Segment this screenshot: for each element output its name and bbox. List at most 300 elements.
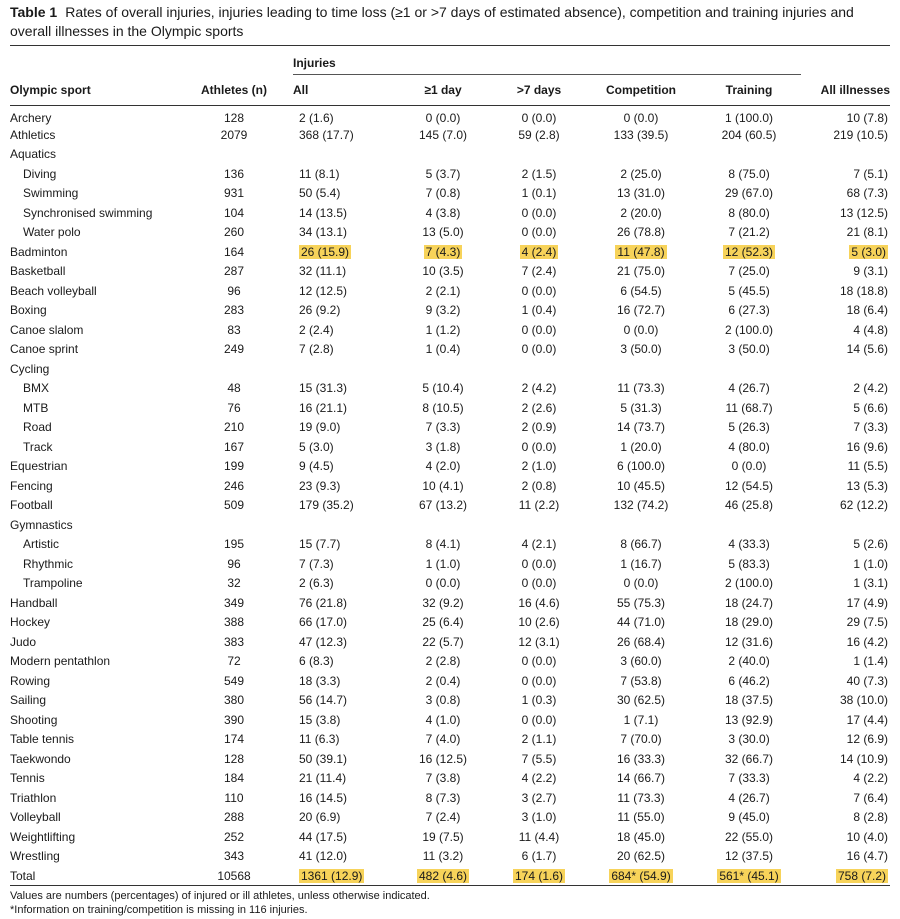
table-row xyxy=(10,691,890,711)
cell-d7: 0 (0.0) xyxy=(521,576,557,591)
cell-athletes: 48 xyxy=(227,381,241,396)
cell-train: 3 (50.0) xyxy=(728,342,770,357)
cell-d7: 0 (0.0) xyxy=(521,322,557,337)
sport-name: Rowing xyxy=(10,673,51,688)
cell-d1: 7 (2.4) xyxy=(425,810,461,825)
cell-athletes: 32 xyxy=(227,576,241,591)
cell-ill: 40 (7.3) xyxy=(846,673,889,688)
cell-athletes: 83 xyxy=(227,322,241,337)
table-row xyxy=(10,379,890,399)
cell-comp: 7 (53.8) xyxy=(620,673,662,688)
cell-d1: 4 (1.0) xyxy=(425,712,461,727)
cell-comp: 1 (16.7) xyxy=(620,556,662,571)
sport-name: Beach volleyball xyxy=(10,283,97,298)
cell-d7: 4 (2.4) xyxy=(521,244,557,259)
cell-athletes: 10568 xyxy=(217,868,251,883)
table-row xyxy=(10,710,890,730)
cell-d1: 7 (4.3) xyxy=(425,244,461,259)
col-header-training: Training xyxy=(725,83,773,97)
cell-all: 179 (35.2) xyxy=(299,498,354,513)
col-header-illnesses: All illnesses xyxy=(820,82,891,97)
cell-athletes: 380 xyxy=(223,693,245,708)
cell-d1: 2 (2.8) xyxy=(425,654,461,669)
cell-d7: 3 (1.0) xyxy=(521,810,557,825)
cell-comp: 18 (45.0) xyxy=(616,829,666,844)
cell-d1: 19 (7.5) xyxy=(422,829,464,844)
cell-train: 32 (66.7) xyxy=(725,751,774,766)
cell-d1: 7 (0.8) xyxy=(425,186,461,201)
sport-name: Diving xyxy=(23,166,57,181)
cell-all: 15 (31.3) xyxy=(299,381,348,396)
cell-ill: 1 (1.0) xyxy=(853,556,889,571)
cell-ill: 17 (4.9) xyxy=(846,595,889,610)
col-header-athletes: Athletes (n) xyxy=(201,82,267,97)
cell-d7: 12 (3.1) xyxy=(518,634,560,649)
cell-ill: 11 (5.5) xyxy=(847,459,889,474)
sport-name: Canoe slalom xyxy=(10,322,84,337)
cell-train: 6 (27.3) xyxy=(728,303,770,318)
cell-d7: 2 (0.9) xyxy=(521,420,557,435)
cell-ill: 8 (2.8) xyxy=(853,810,889,825)
table-row xyxy=(10,769,890,789)
table-row xyxy=(10,106,890,126)
cell-d1: 3 (1.8) xyxy=(425,439,461,454)
cell-d1: 22 (5.7) xyxy=(422,634,464,649)
cell-ill: 10 (4.0) xyxy=(846,829,889,844)
cell-athletes: 96 xyxy=(227,283,241,298)
col-header-7days: >7 days xyxy=(516,83,562,97)
cell-ill: 5 (2.6) xyxy=(853,537,889,552)
sport-name: Rhythmic xyxy=(23,556,74,571)
cell-train: 6 (46.2) xyxy=(728,673,770,688)
table-row xyxy=(10,340,890,360)
cell-train: 204 (60.5) xyxy=(721,127,777,142)
cell-train: 2 (40.0) xyxy=(728,654,770,669)
cell-all: 11 (8.1) xyxy=(299,166,340,181)
cell-d7: 0 (0.0) xyxy=(521,205,557,220)
sport-name: Badminton xyxy=(10,244,68,259)
table-caption xyxy=(10,0,890,41)
cell-d7: 1 (0.3) xyxy=(521,693,557,708)
cell-comp: 3 (50.0) xyxy=(620,342,662,357)
cell-d7: 2 (4.2) xyxy=(521,381,557,396)
cell-d7: 4 (2.2) xyxy=(521,771,557,786)
total-row xyxy=(10,866,890,886)
sport-name: Total xyxy=(10,868,36,883)
cell-ill: 9 (3.1) xyxy=(853,264,889,279)
cell-all: 15 (3.8) xyxy=(299,712,341,727)
cell-all: 47 (12.3) xyxy=(299,634,348,649)
cell-athletes: 249 xyxy=(223,342,245,357)
cell-d1: 0 (0.0) xyxy=(425,110,461,125)
cell-train: 4 (26.7) xyxy=(728,790,770,805)
cell-athletes: 199 xyxy=(223,459,245,474)
column-header-row xyxy=(10,75,890,106)
sport-name: MTB xyxy=(23,400,49,415)
cell-d7: 0 (0.0) xyxy=(521,110,557,125)
cell-athletes: 128 xyxy=(223,110,245,125)
cell-d7: 0 (0.0) xyxy=(521,439,557,454)
table-row xyxy=(10,593,890,613)
table-row xyxy=(10,359,890,379)
cell-athletes: 343 xyxy=(223,849,245,864)
cell-d7: 7 (5.5) xyxy=(521,751,557,766)
cell-all: 7 (7.3) xyxy=(299,556,334,571)
cell-train: 11 (68.7) xyxy=(725,400,773,415)
sport-name: Hockey xyxy=(10,615,51,630)
cell-d1: 10 (4.1) xyxy=(422,478,464,493)
cell-d7: 2 (1.5) xyxy=(521,166,557,181)
sport-name: Gymnastics xyxy=(10,517,73,532)
cell-ill: 7 (5.1) xyxy=(853,166,889,181)
table-row xyxy=(10,145,890,165)
cell-athletes: 76 xyxy=(227,400,241,415)
sport-name: Archery xyxy=(10,110,52,125)
cell-train: 9 (45.0) xyxy=(728,810,770,825)
cell-ill: 7 (3.3) xyxy=(853,420,889,435)
cell-all: 5 (3.0) xyxy=(299,439,334,454)
cell-train: 7 (25.0) xyxy=(728,264,770,279)
table-row xyxy=(10,398,890,418)
sport-name: Taekwondo xyxy=(10,751,71,766)
cell-all: 66 (17.0) xyxy=(299,615,348,630)
cell-athletes: 184 xyxy=(223,771,245,786)
cell-all: 32 (11.1) xyxy=(299,264,347,279)
sport-name: Athletics xyxy=(10,127,56,142)
table-row xyxy=(10,242,890,262)
cell-all: 12 (12.5) xyxy=(299,283,348,298)
group-header-row xyxy=(10,46,890,75)
cell-train: 18 (37.5) xyxy=(725,693,774,708)
table-row xyxy=(10,437,890,457)
table-row xyxy=(10,554,890,574)
sport-name: Aquatics xyxy=(10,147,57,162)
table-row xyxy=(10,730,890,750)
cell-comp: 6 (54.5) xyxy=(620,283,662,298)
footnote-missing: *Information on training/competition is missing in 116 injuries. xyxy=(10,904,308,916)
cell-train: 18 (24.7) xyxy=(725,595,774,610)
cell-train: 18 (29.0) xyxy=(725,615,774,630)
cell-athletes: 349 xyxy=(223,595,245,610)
cell-comp: 11 (73.3) xyxy=(617,381,665,396)
cell-ill: 10 (7.8) xyxy=(846,110,889,125)
table-row xyxy=(10,496,890,516)
sport-name: Artistic xyxy=(23,537,59,552)
cell-athletes: 246 xyxy=(223,478,245,493)
table-row xyxy=(10,535,890,555)
cell-comp: 16 (72.7) xyxy=(616,303,666,318)
cell-d1: 8 (4.1) xyxy=(425,537,461,552)
cell-comp: 10 (45.5) xyxy=(616,478,666,493)
cell-d7: 3 (2.7) xyxy=(521,790,557,805)
cell-d1: 1 (1.2) xyxy=(425,322,461,337)
cell-d7: 0 (0.0) xyxy=(521,342,557,357)
cell-train: 46 (25.8) xyxy=(725,498,774,513)
cell-comp: 0 (0.0) xyxy=(623,322,659,337)
cell-d1: 5 (10.4) xyxy=(422,381,464,396)
cell-train: 12 (54.5) xyxy=(725,478,774,493)
cell-d1: 2 (2.1) xyxy=(425,283,461,298)
cell-athletes: 136 xyxy=(223,166,245,181)
sport-name: Canoe sprint xyxy=(10,342,79,357)
sport-name: Table tennis xyxy=(10,732,75,747)
cell-comp: 2 (20.0) xyxy=(620,205,662,220)
cell-all: 7 (2.8) xyxy=(299,342,334,357)
cell-comp: 16 (33.3) xyxy=(616,751,666,766)
cell-athletes: 167 xyxy=(223,439,245,454)
cell-comp: 14 (66.7) xyxy=(616,771,666,786)
cell-comp: 1 (20.0) xyxy=(620,439,662,454)
cell-all: 1361 (12.9) xyxy=(301,868,363,883)
cell-all: 19 (9.0) xyxy=(299,420,341,435)
cell-all: 14 (13.5) xyxy=(299,205,348,220)
cell-comp: 0 (0.0) xyxy=(623,110,659,125)
footnotes xyxy=(10,886,890,917)
cell-ill: 13 (12.5) xyxy=(840,205,889,220)
table-row xyxy=(10,164,890,184)
cell-d7: 174 (1.6) xyxy=(514,868,564,883)
cell-all: 20 (6.9) xyxy=(299,810,341,825)
cell-d7: 2 (1.1) xyxy=(521,732,557,747)
cell-athletes: 104 xyxy=(223,205,245,220)
cell-d1: 7 (4.0) xyxy=(425,732,461,747)
cell-d1: 3 (0.8) xyxy=(425,693,461,708)
cell-d7: 1 (0.1) xyxy=(521,186,557,201)
sport-name: Cycling xyxy=(10,361,50,376)
table-row xyxy=(10,203,890,223)
cell-all: 76 (21.8) xyxy=(299,595,348,610)
cell-d7: 1 (0.4) xyxy=(521,303,557,318)
table-row xyxy=(10,457,890,477)
cell-d7: 4 (2.1) xyxy=(521,537,557,552)
cell-train: 2 (100.0) xyxy=(725,322,774,337)
table-caption-text: Rates of overall injuries, injuries leading to time loss (≥1 or >7 days of estimated absence), competition and training injuries and overall illnesses in the Olympic sports xyxy=(10,4,854,39)
cell-all: 9 (4.5) xyxy=(299,459,334,474)
cell-train: 561* (45.1) xyxy=(719,868,779,883)
cell-train: 5 (26.3) xyxy=(728,420,770,435)
cell-ill: 17 (4.4) xyxy=(846,712,889,727)
cell-ill: 16 (4.2) xyxy=(846,634,889,649)
cell-d1: 25 (6.4) xyxy=(422,615,464,630)
table-row xyxy=(10,808,890,828)
cell-all: 21 (11.4) xyxy=(299,771,347,786)
cell-athletes: 210 xyxy=(223,420,245,435)
table-row xyxy=(10,125,890,145)
cell-comp: 2 (25.0) xyxy=(620,166,662,181)
cell-d1: 13 (5.0) xyxy=(422,225,464,240)
sport-name: Tennis xyxy=(10,771,45,786)
table-row xyxy=(10,320,890,340)
sport-name: Basketball xyxy=(10,264,66,279)
cell-ill: 4 (4.8) xyxy=(853,322,889,337)
cell-all: 34 (13.1) xyxy=(299,225,348,240)
cell-ill: 18 (18.8) xyxy=(840,283,889,298)
cell-athletes: 388 xyxy=(223,615,245,630)
cell-train: 4 (26.7) xyxy=(728,381,770,396)
table-row xyxy=(10,184,890,204)
cell-train: 0 (0.0) xyxy=(731,459,767,474)
sport-name: Triathlon xyxy=(10,790,57,805)
cell-all: 368 (17.7) xyxy=(299,127,354,142)
cell-comp: 7 (70.0) xyxy=(620,732,662,747)
cell-all: 23 (9.3) xyxy=(299,478,341,493)
cell-d1: 7 (3.8) xyxy=(425,771,461,786)
cell-train: 29 (67.0) xyxy=(725,186,774,201)
table-label: Table 1 xyxy=(10,4,58,20)
cell-comp: 5 (31.3) xyxy=(620,400,662,415)
table-row xyxy=(10,749,890,769)
footnote-values: Values are numbers (percentages) of injured or ill athletes, unless otherwise indicated. xyxy=(10,890,430,902)
cell-train: 8 (80.0) xyxy=(728,205,770,220)
cell-d1: 4 (2.0) xyxy=(425,459,461,474)
cell-comp: 21 (75.0) xyxy=(616,264,666,279)
cell-comp: 11 (47.8) xyxy=(617,244,665,259)
cell-athletes: 110 xyxy=(224,790,244,805)
cell-d1: 145 (7.0) xyxy=(418,127,468,142)
cell-ill: 68 (7.3) xyxy=(846,186,889,201)
cell-athletes: 288 xyxy=(223,810,245,825)
cell-d7: 16 (4.6) xyxy=(518,595,560,610)
col-header-1day: ≥1 day xyxy=(424,83,462,97)
cell-d7: 0 (0.0) xyxy=(521,283,557,298)
cell-d7: 10 (2.6) xyxy=(518,615,560,630)
cell-ill: 5 (3.0) xyxy=(851,244,887,259)
cell-train: 3 (30.0) xyxy=(728,732,770,747)
cell-d7: 7 (2.4) xyxy=(521,264,557,279)
cell-athletes: 287 xyxy=(223,264,245,279)
cell-d1: 0 (0.0) xyxy=(425,576,461,591)
sport-name: Track xyxy=(23,439,53,454)
sport-name: Handball xyxy=(10,595,58,610)
cell-d7: 0 (0.0) xyxy=(521,225,557,240)
cell-comp: 30 (62.5) xyxy=(616,693,666,708)
cell-train: 5 (83.3) xyxy=(728,556,770,571)
col-header-sport: Olympic sport xyxy=(10,82,91,97)
cell-d1: 8 (10.5) xyxy=(422,400,464,415)
cell-comp: 3 (60.0) xyxy=(620,654,662,669)
sport-name: Wrestling xyxy=(10,849,60,864)
cell-train: 4 (80.0) xyxy=(728,439,770,454)
table-row xyxy=(10,827,890,847)
table-row xyxy=(10,652,890,672)
table-row xyxy=(10,574,890,594)
cell-ill: 12 (6.9) xyxy=(846,732,889,747)
cell-d7: 2 (0.8) xyxy=(521,478,557,493)
table-row xyxy=(10,847,890,867)
cell-all: 44 (17.5) xyxy=(299,829,348,844)
cell-comp: 26 (78.8) xyxy=(616,225,666,240)
cell-train: 8 (75.0) xyxy=(728,166,770,181)
cell-athletes: 390 xyxy=(223,712,245,727)
col-header-competition: Competition xyxy=(606,83,676,97)
sport-name: Water polo xyxy=(23,225,81,240)
table-row xyxy=(10,262,890,282)
cell-ill: 7 (6.4) xyxy=(853,790,889,805)
sport-name: Modern pentathlon xyxy=(10,654,111,669)
cell-all: 11 (6.3) xyxy=(299,732,340,747)
sport-name: Equestrian xyxy=(10,459,68,474)
table-row xyxy=(10,632,890,652)
cell-all: 18 (3.3) xyxy=(299,673,341,688)
cell-train: 5 (45.5) xyxy=(728,283,770,298)
cell-ill: 14 (10.9) xyxy=(840,751,889,766)
cell-all: 26 (9.2) xyxy=(299,303,341,318)
table-row xyxy=(10,223,890,243)
cell-all: 50 (39.1) xyxy=(299,751,348,766)
cell-comp: 11 (73.3) xyxy=(617,790,665,805)
cell-athletes: 549 xyxy=(223,673,245,688)
cell-d1: 1 (0.4) xyxy=(425,342,461,357)
cell-ill: 5 (6.6) xyxy=(853,400,889,415)
cell-ill: 1 (1.4) xyxy=(853,654,889,669)
cell-train: 12 (52.3) xyxy=(725,244,774,259)
sport-name: Swimming xyxy=(23,186,79,201)
cell-comp: 26 (68.4) xyxy=(616,634,666,649)
injury-table xyxy=(10,46,890,886)
cell-ill: 14 (5.6) xyxy=(846,342,889,357)
cell-train: 12 (31.6) xyxy=(725,634,774,649)
sport-name: BMX xyxy=(23,381,50,396)
cell-d1: 1 (1.0) xyxy=(425,556,461,571)
cell-comp: 8 (66.7) xyxy=(620,537,662,552)
cell-athletes: 128 xyxy=(223,751,245,766)
cell-d7: 6 (1.7) xyxy=(521,849,557,864)
cell-comp: 44 (71.0) xyxy=(616,615,666,630)
sport-name: Sailing xyxy=(10,693,47,708)
cell-comp: 55 (75.3) xyxy=(616,595,666,610)
cell-comp: 0 (0.0) xyxy=(623,576,659,591)
cell-ill: 38 (10.0) xyxy=(840,693,889,708)
cell-d7: 11 (2.2) xyxy=(518,498,560,513)
table-row xyxy=(10,476,890,496)
table-row xyxy=(10,613,890,633)
cell-athletes: 383 xyxy=(223,634,245,649)
cell-comp: 14 (73.7) xyxy=(616,420,666,435)
cell-ill: 2 (4.2) xyxy=(853,381,889,396)
sport-name: Judo xyxy=(10,634,37,649)
cell-ill: 18 (6.4) xyxy=(846,303,889,318)
cell-athletes: 72 xyxy=(227,654,241,669)
cell-d7: 0 (0.0) xyxy=(521,712,557,727)
cell-comp: 6 (100.0) xyxy=(616,459,666,474)
cell-d1: 8 (7.3) xyxy=(425,790,461,805)
table-row xyxy=(10,418,890,438)
cell-comp: 684* (54.9) xyxy=(611,868,671,883)
cell-all: 2 (2.4) xyxy=(299,322,334,337)
cell-d1: 482 (4.6) xyxy=(418,868,468,883)
cell-comp: 132 (74.2) xyxy=(613,498,669,513)
cell-d1: 4 (3.8) xyxy=(425,205,461,220)
sport-name: Boxing xyxy=(10,303,47,318)
cell-d7: 11 (4.4) xyxy=(518,829,560,844)
cell-comp: 1 (7.1) xyxy=(623,712,659,727)
sport-name: Synchronised swimming xyxy=(23,205,153,220)
cell-ill: 758 (7.2) xyxy=(838,868,887,883)
cell-ill: 219 (10.5) xyxy=(833,127,889,142)
cell-train: 1 (100.0) xyxy=(725,110,774,125)
cell-comp: 13 (31.0) xyxy=(616,186,666,201)
cell-ill: 16 (9.6) xyxy=(846,439,889,454)
cell-d1: 67 (13.2) xyxy=(418,498,468,513)
table-row xyxy=(10,301,890,321)
cell-athletes: 195 xyxy=(223,537,245,552)
cell-comp: 20 (62.5) xyxy=(616,849,666,864)
cell-d7: 2 (1.0) xyxy=(521,459,557,474)
cell-train: 2 (100.0) xyxy=(725,576,774,591)
cell-comp: 133 (39.5) xyxy=(613,127,669,142)
cell-d7: 0 (0.0) xyxy=(521,673,557,688)
cell-athletes: 164 xyxy=(223,244,245,259)
